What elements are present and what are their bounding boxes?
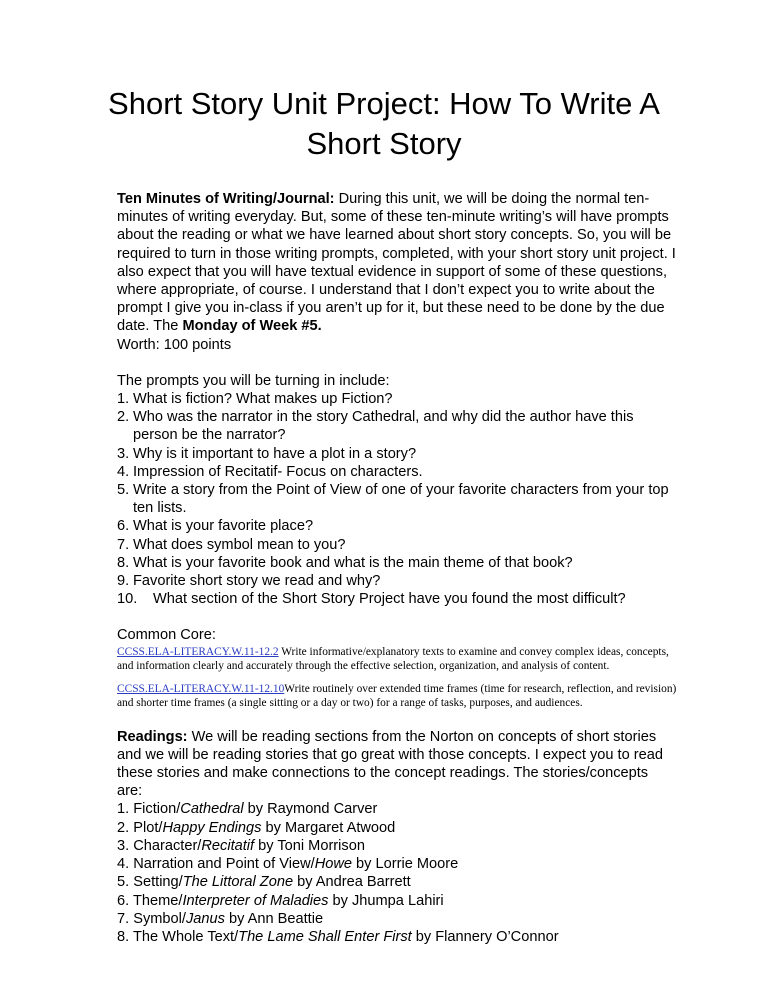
list-item: 1. What is fiction? What makes up Fiction?: [117, 391, 393, 408]
list-item: 7. Symbol/Janus by Ann Beattie: [117, 910, 324, 927]
list-item: 10. What section of the Short Story Project have you found the most difficult?: [117, 591, 626, 608]
common-core-heading: Common Core:: [117, 627, 216, 644]
list-item: 5. Write a story from the Point of View of one of your favorite characters from your top ten lists.: [117, 482, 669, 517]
list-item: 7. What does symbol mean to you?: [117, 536, 346, 553]
list-item: 3. Character/Recitatif by Toni Morrison: [117, 837, 365, 854]
list-item: 8. What is your favorite book and what is the main theme of that book?: [117, 554, 573, 571]
list-item: 9. Favorite short story we read and why?: [117, 573, 381, 590]
standard-2: CCSS.ELA-LITERACY.W.11-12.10Write routinely over extended time frames (time for research, reflection, and revision) and shorter time frames (a single sitting or a day or two) for a range of tasks, purposes, and audiences.: [117, 682, 677, 709]
readings-heading: Readings:: [117, 728, 188, 745]
list-item: 2. Who was the narrator in the story Cathedral, and why did the author have this person be the narrator?: [117, 409, 634, 444]
page-title: Short Story Unit Project: How To Write A Short Story: [108, 86, 660, 161]
list-item: 6. Theme/Interpreter of Maladies by Jhumpa Lahiri: [117, 892, 444, 909]
list-item: 4. Impression of Recitatif- Focus on characters.: [117, 463, 423, 480]
due-date: Monday of Week #5.: [182, 318, 322, 335]
list-item: 5. Setting/The Littoral Zone by Andrea Barrett: [117, 874, 411, 891]
standard-1: CCSS.ELA-LITERACY.W.11-12.2 Write informative/explanatory texts to examine and convey complex ideas, concepts, and information clearly and accurately through the effective selection, organization, and analysis of content.: [117, 645, 669, 672]
list-item: 6. What is your favorite place?: [117, 518, 314, 535]
list-item: 8. The Whole Text/The Lame Shall Enter First by Flannery O’Connor: [117, 928, 559, 945]
standard-2-link[interactable]: CCSS.ELA-LITERACY.W.11-12.10: [117, 682, 285, 695]
journal-heading: Ten Minutes of Writing/Journal:: [117, 191, 335, 207]
journal-text: During this unit, we will be doing the normal ten-minutes of writing everyday. But, some of these ten-minute writing’s will have prompts about the reading or what we have learned about short story concepts. So, you will be required to turn in those writing prompts, completed, with your short story unit project. I also expect that you will have textual evidence in support of some of these questions, where appropriate, of course. I understand that I don’t expect you to write about the prompt I give you in-class if you aren’t up for it, but these need to be done by the due date. The: [117, 191, 676, 335]
worth-line: Worth: 100 points: [117, 336, 232, 353]
prompts-list: [117, 390, 677, 608]
list-item: 3. Why is it important to have a plot in a story?: [117, 445, 417, 462]
journal-paragraph: [117, 190, 677, 336]
document-body: [117, 190, 677, 946]
readings-list: [117, 800, 677, 946]
readings-paragraph: Readings: We will be reading sections from the Norton on concepts of short stories and we will be reading stories that go great with those concepts. I expect you to read these stories and make connections to the concept readings. The stories/concepts are:: [117, 728, 663, 800]
list-item: 1. Fiction/Cathedral by Raymond Carver: [117, 801, 378, 818]
list-item: 2. Plot/Happy Endings by Margaret Atwood: [117, 819, 396, 836]
prompts-intro: The prompts you will be turning in include:: [117, 372, 390, 389]
list-item: 4. Narration and Point of View/Howe by Lorrie Moore: [117, 856, 459, 873]
standard-1-link[interactable]: CCSS.ELA-LITERACY.W.11-12.2: [117, 645, 279, 658]
